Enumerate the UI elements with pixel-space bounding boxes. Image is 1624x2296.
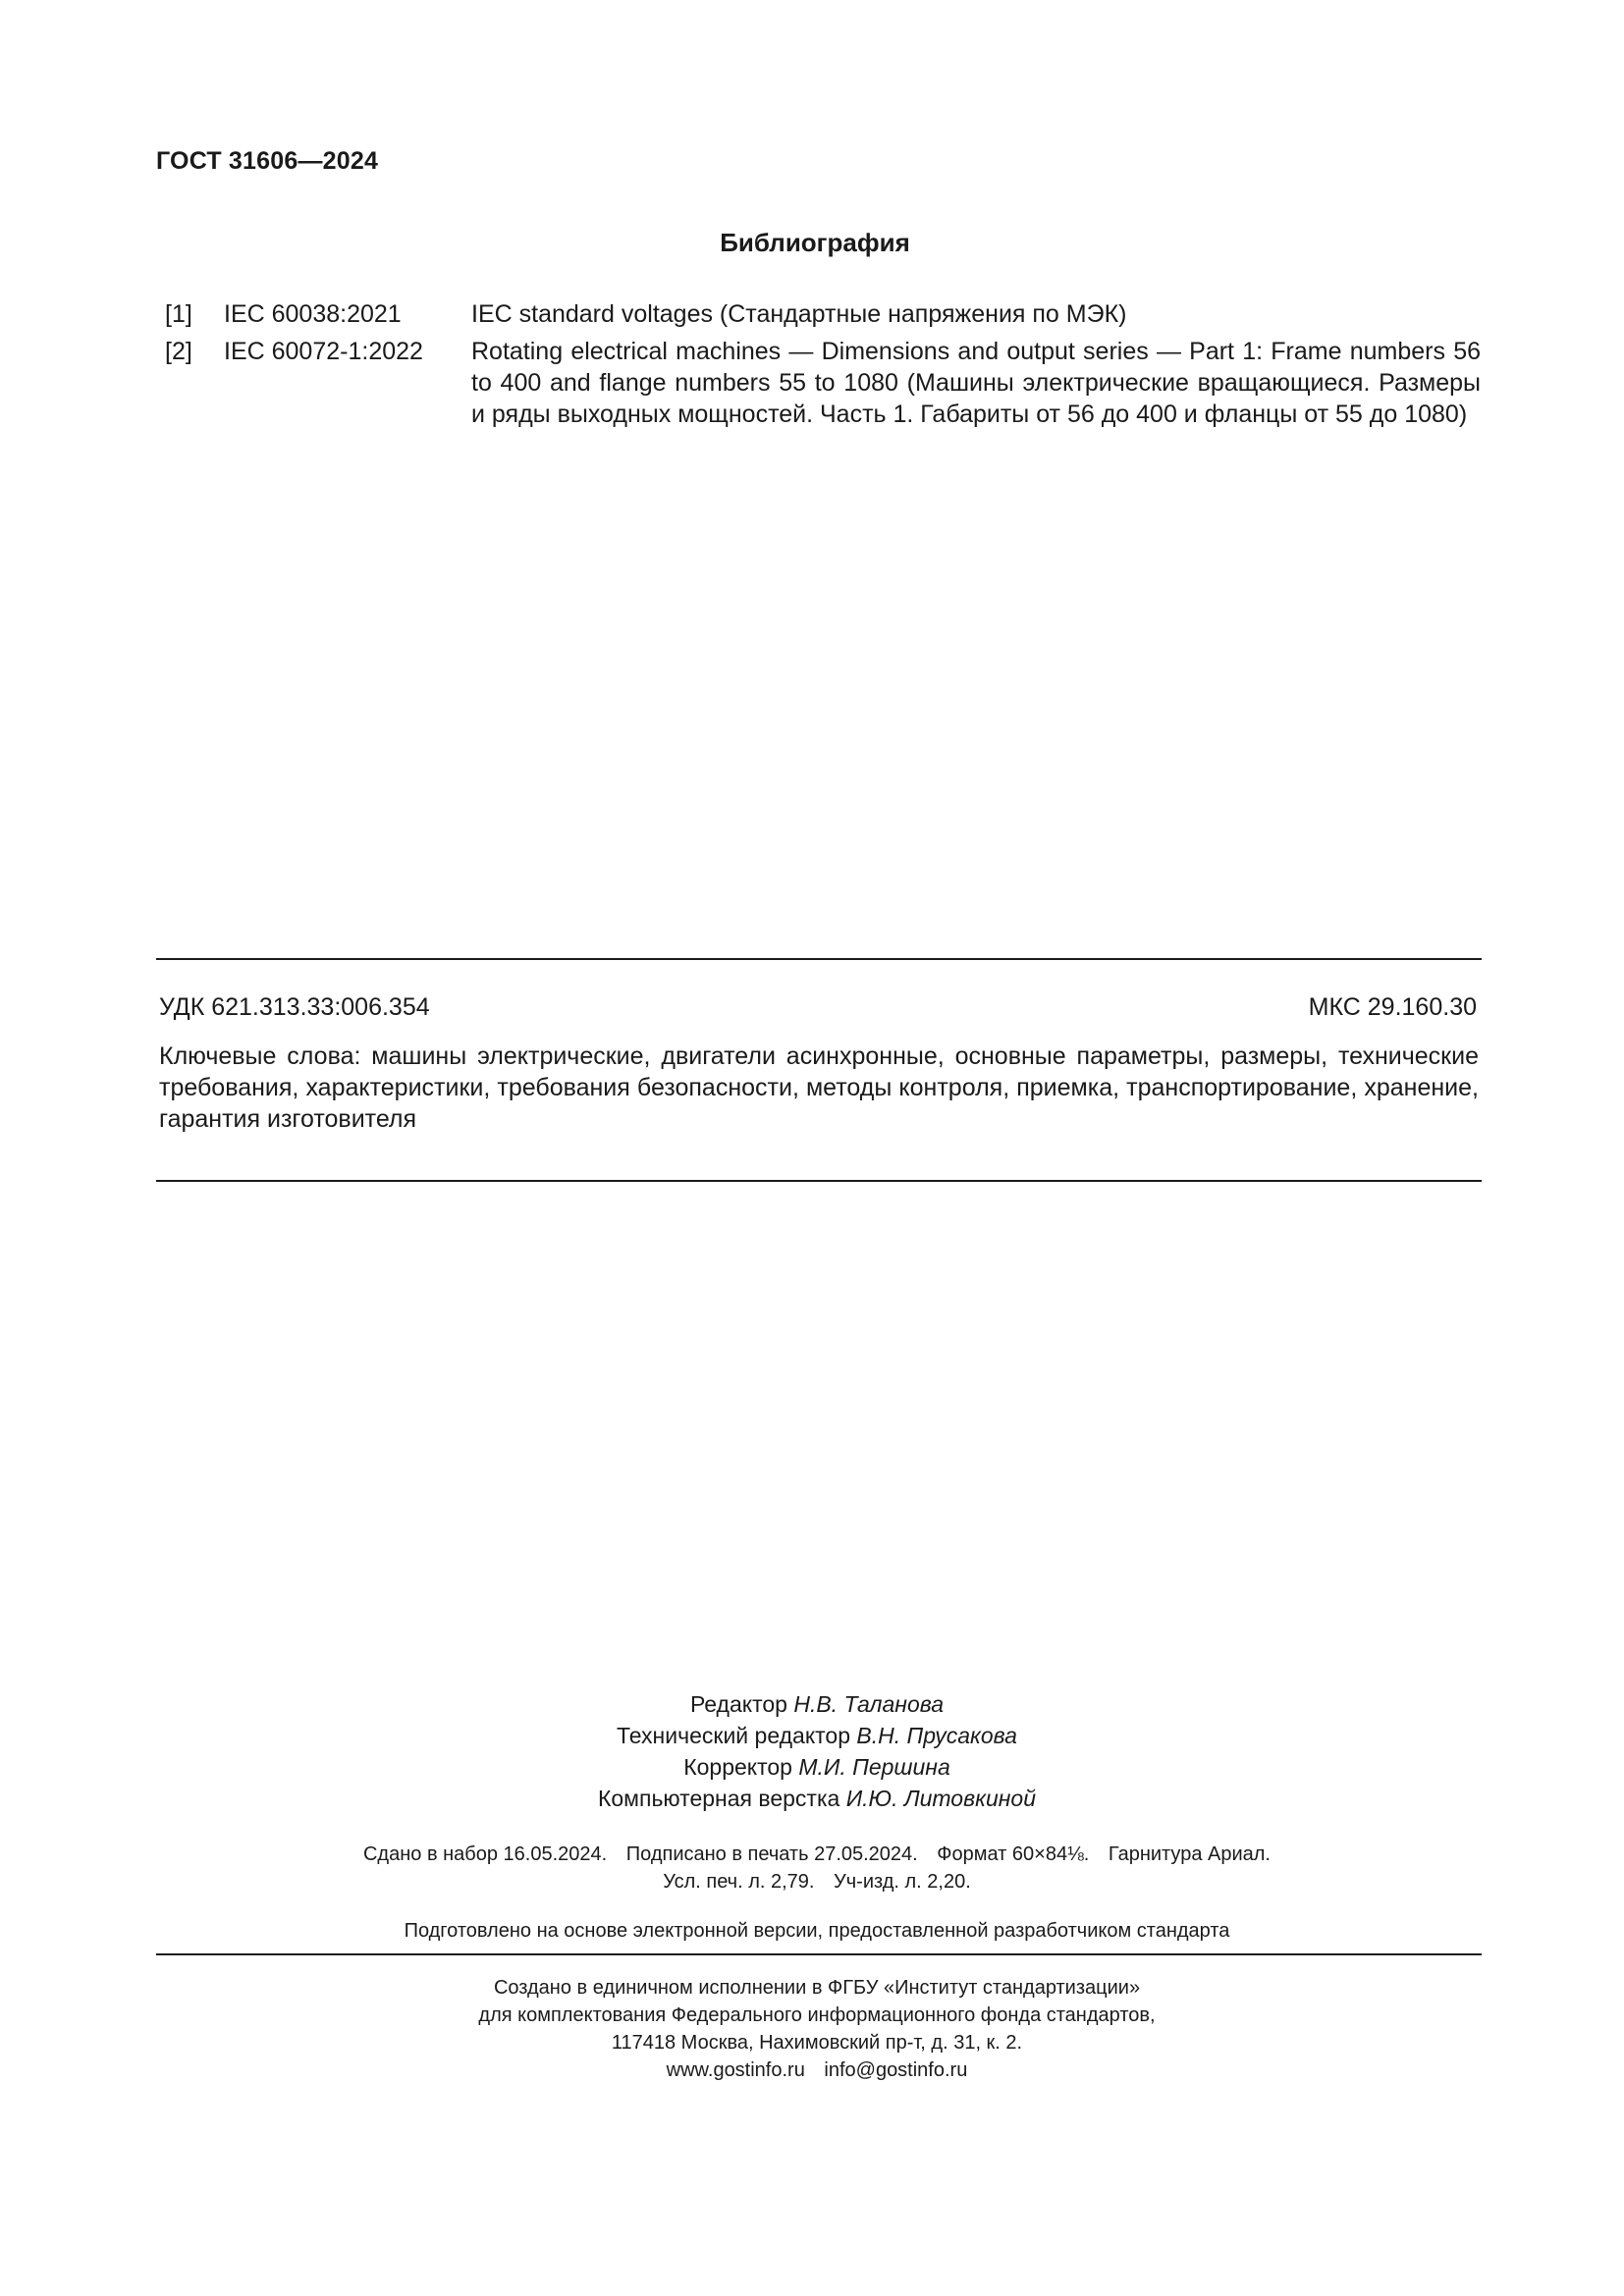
- print-info: [0, 1841, 1624, 1896]
- credit-role: Корректор: [683, 1754, 792, 1780]
- submitted-date: Сдано в набор 16.05.2024.: [362, 1843, 608, 1865]
- credit-layout: [0, 1783, 1624, 1814]
- mks-code: МКС 29.160.30: [1308, 993, 1477, 1021]
- entry-code: IEC 60072-1:2022: [224, 338, 423, 365]
- credit-role: Редактор: [689, 1691, 787, 1717]
- publisher-line-2: для комплектования Федерального информационного фонда стандартов,: [478, 2004, 1156, 2026]
- website-link[interactable]: www.gostinfo.ru: [666, 2059, 805, 2081]
- entry-code: IEC 60038:2021: [224, 300, 402, 328]
- bibliography-list: [165, 298, 1481, 436]
- classification-row: [159, 993, 1477, 1022]
- credits-block: [0, 1688, 1624, 1814]
- publisher-line-1: Создано в единичном исполнении в ФГБУ «Институт стандартизации»: [493, 1977, 1141, 1999]
- publisher-block: [0, 1974, 1624, 2084]
- publisher-address: 117418 Москва, Нахимовский пр-т, д. 31, к. 2.: [611, 2032, 1023, 2054]
- bibliography-entry: [165, 336, 1481, 430]
- print-info-line-2: [0, 1868, 1624, 1896]
- email-link[interactable]: info@gostinfo.ru: [824, 2059, 968, 2081]
- divider-bottom: [156, 1953, 1482, 1955]
- entry-number: [1]: [165, 300, 192, 328]
- typeface: Гарнитура Ариал.: [1108, 1843, 1271, 1865]
- credit-proofreader: [0, 1751, 1624, 1783]
- entry-text: IEC standard voltages (Стандартные напряжения по МЭК): [471, 300, 1127, 328]
- bibliography-title: Библиография: [720, 228, 910, 257]
- signed-date: Подписано в печать 27.05.2024.: [625, 1843, 918, 1865]
- prepared-note: Подготовлено на основе электронной версии, предоставленной разработчиком стандарта: [404, 1920, 1230, 1942]
- entry-number: [2]: [165, 338, 192, 365]
- credit-name: В.Н. Прусакова: [856, 1723, 1017, 1748]
- credit-name: И.Ю. Литовкиной: [845, 1786, 1036, 1811]
- divider-top: [156, 958, 1482, 960]
- udk-code: УДК 621.313.33:006.354: [159, 993, 430, 1021]
- credit-technical-editor: [0, 1720, 1624, 1751]
- credit-role: Компьютерная верстка: [597, 1786, 840, 1811]
- bibliography-entry: [165, 298, 1481, 330]
- credit-editor: [0, 1688, 1624, 1720]
- divider-middle: [156, 1180, 1482, 1182]
- credit-name: М.И. Першина: [798, 1754, 950, 1780]
- publisher-contacts: [0, 2056, 1624, 2084]
- credit-name: Н.В. Таланова: [793, 1691, 945, 1717]
- credit-role: Технический редактор: [617, 1723, 851, 1748]
- print-sheets: Усл. печ. л. 2,79.: [663, 1871, 815, 1893]
- page-header-standard-id: ГОСТ 31606—2024: [156, 147, 379, 175]
- publisher-sheets: Уч-изд. л. 2,20.: [834, 1871, 971, 1893]
- print-format: Формат 60×84⅛.: [937, 1843, 1090, 1865]
- print-info-line-1: [0, 1841, 1624, 1868]
- keywords: Ключевые слова: машины электрические, двигатели асинхронные, основные параметры, размеры, технические требования, характеристики, требования безопасности, методы контроля, приемка, транспортирование, хранение, гарантия изготовителя: [159, 1042, 1479, 1133]
- entry-text: Rotating electrical machines — Dimensions and output series — Part 1: Frame numbers 56 to 400 and flange numbers 55 to 1080 (Машины электрические вращающиеся. Размеры и ряды выходных мощностей. Часть 1. Габариты от 56 до 400 и фланцы от 55 до 1080): [471, 338, 1481, 428]
